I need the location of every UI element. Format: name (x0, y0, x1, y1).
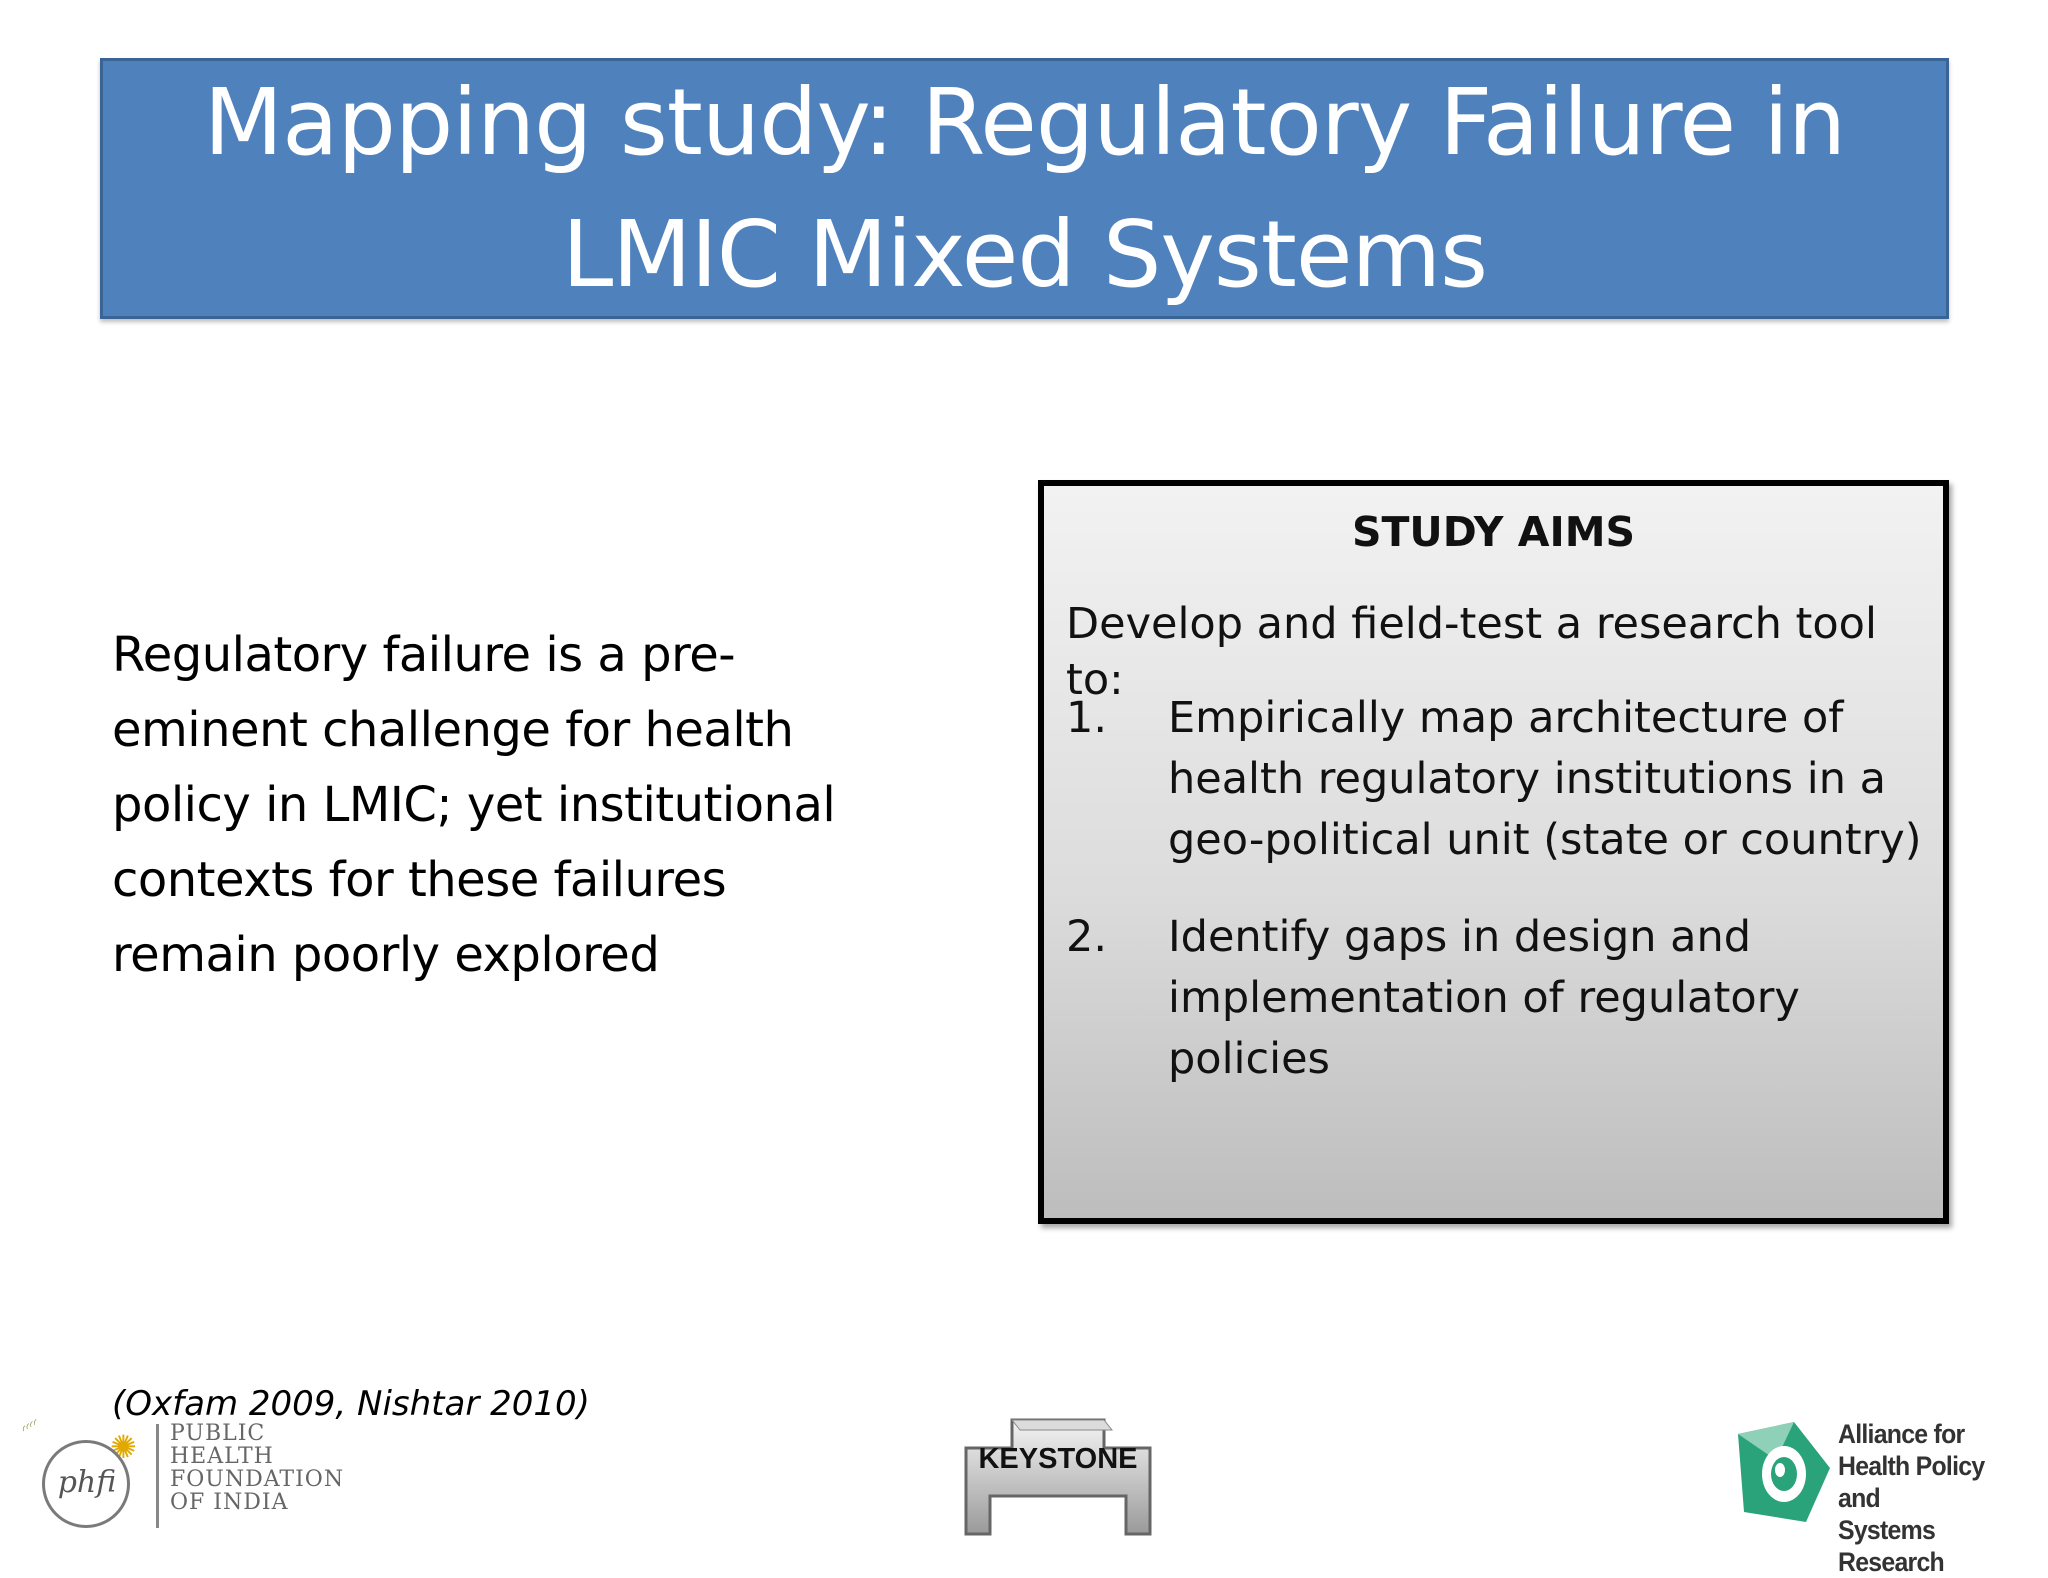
statement-line: remain poorly explored (112, 927, 660, 983)
study-aim-line: policies (1168, 1034, 1330, 1084)
statement-line: contexts for these failures (112, 852, 727, 908)
regulatory-failure-statement (112, 618, 892, 993)
phfi-name-line: HEALTH (170, 1444, 274, 1469)
statement-line: Regulatory failure is a pre- (112, 627, 736, 683)
alliance-name-line: Health Policy and (1838, 1451, 1985, 1513)
phfi-arc-decoration: ◜◜◜◜ (19, 1416, 42, 1437)
title-line-1: Mapping study: Regulatory Failure in (203, 68, 1846, 176)
alliance-name (1838, 1418, 2022, 1578)
phfi-logo (19, 1410, 345, 1530)
keystone-icon (960, 1418, 1156, 1536)
sun-icon: ✺ (110, 1428, 137, 1466)
study-aim-line: Empirically map architecture of (1168, 693, 1844, 743)
title-banner (100, 58, 1949, 319)
study-aim-number: 2. (1066, 912, 1108, 962)
study-aim-text (1168, 688, 1928, 871)
study-aims-heading: STUDY AIMS (1351, 508, 1636, 556)
logo-divider (156, 1424, 159, 1528)
citation: (Oxfam 2009, Nishtar 2010) (112, 1384, 590, 1424)
study-aims-box (1038, 480, 1949, 1224)
keystone-logo (960, 1418, 1156, 1536)
study-aims-intro: Develop and field-test a research tool to: (1066, 599, 1877, 705)
alliance-logo (1736, 1416, 2036, 1577)
phfi-name (170, 1422, 350, 1514)
alliance-name-line: Alliance for (1838, 1419, 1965, 1449)
phfi-name-line: PUBLIC (170, 1421, 266, 1446)
keystone-label: KEYSTONE (978, 1443, 1138, 1475)
study-aim-line: health regulatory institutions in a (1168, 754, 1886, 804)
alliance-name-line: Systems Research (1838, 1515, 1944, 1577)
study-aim-line: geo-political unit (state or country) (1168, 815, 1922, 865)
statement-line: eminent challenge for health (112, 702, 794, 758)
study-aim-text (1168, 907, 1928, 1090)
phfi-name-line: FOUNDATION (170, 1467, 345, 1492)
statement-line: policy in LMIC; yet institutional (112, 777, 836, 833)
study-aim-line: Identify gaps in design and (1168, 912, 1752, 962)
title-line-2: LMIC Mixed Systems (561, 200, 1488, 308)
alliance-emblem-icon (1736, 1420, 1832, 1524)
study-aim-number: 1. (1066, 693, 1108, 743)
phfi-name-line: OF INDIA (170, 1490, 289, 1515)
phfi-monogram: phfi (57, 1465, 117, 1500)
study-aim-line: implementation of regulatory (1168, 973, 1800, 1023)
slide-title (125, 57, 1925, 321)
